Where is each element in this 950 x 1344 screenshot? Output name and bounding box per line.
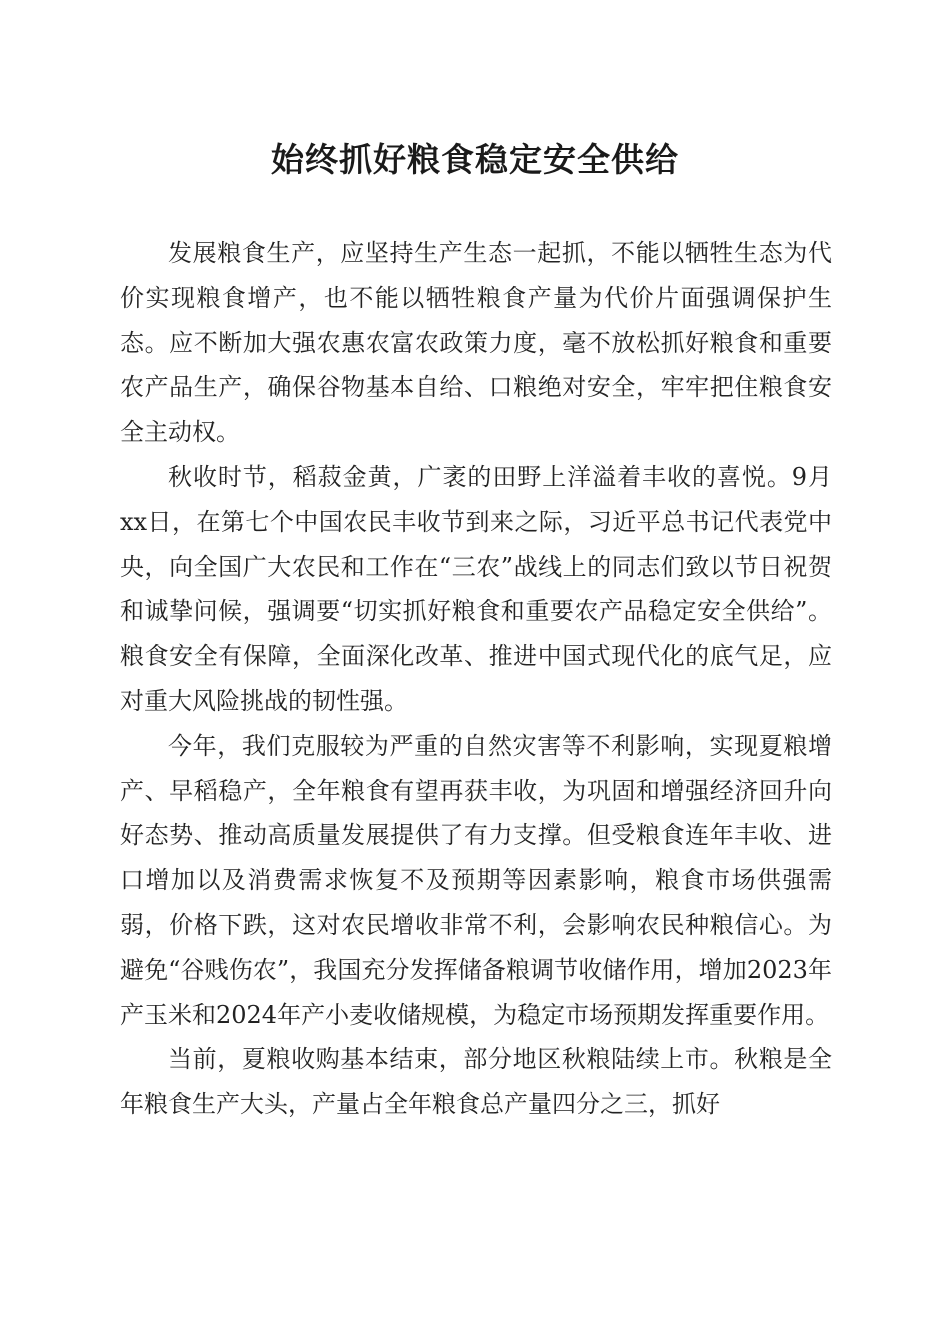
paragraph-4: 当前，夏粮收购基本结束，部分地区秋粮陆续上市。秋粮是全年粮食生产大头，产量占全年粮食总产量四分之三，抓好 — [120, 1045, 832, 1119]
document-title: 始终抓好粮食稳定安全供给 — [271, 140, 679, 179]
paragraph-2: 秋收时节，稻菽金黄，广袤的田野上洋溢着丰收的喜悦。9月xx日，在第七个中国农民丰收节到来之际，习近平总书记代表党中央，向全国广大农民和工作在“三农”战线上的同志们致以节日祝贺和诚挚问候，强调要“切实抓好粮食和重要农产品稳定安全供给”。粮食安全有保障，全面深化改革、推进中国式现代化的底气足，应对重大风险挑战的韧性强。 — [120, 462, 832, 715]
document-body — [120, 231, 832, 1127]
paragraph-1: 发展粮食生产，应坚持生产生态一起抓，不能以牺牲生态为代价实现粮食增产，也不能以牺牲粮食产量为代价片面强调保护生态。应不断加大强农惠农富农政策力度，毫不放松抓好粮食和重要农产品生产，确保谷物基本自给、口粮绝对安全，牢牢把住粮食安全主动权。 — [120, 239, 832, 447]
paragraph-3: 今年，我们克服较为严重的自然灾害等不利影响，实现夏粮增产、早稻稳产，全年粮食有望再获丰收，为巩固和增强经济回升向好态势、推动高质量发展提供了有力支撑。但受粮食连年丰收、进口增加以及消费需求恢复不及预期等因素影响，粮食市场供强需弱，价格下跌，这对农民增收非常不利，会影响农民种粮信心。为避免“谷贱伤农”，我国充分发挥储备粮调节收储作用，增加2023年产玉米和2024年产小麦收储规模，为稳定市场预期发挥重要作用。 — [120, 731, 832, 1029]
